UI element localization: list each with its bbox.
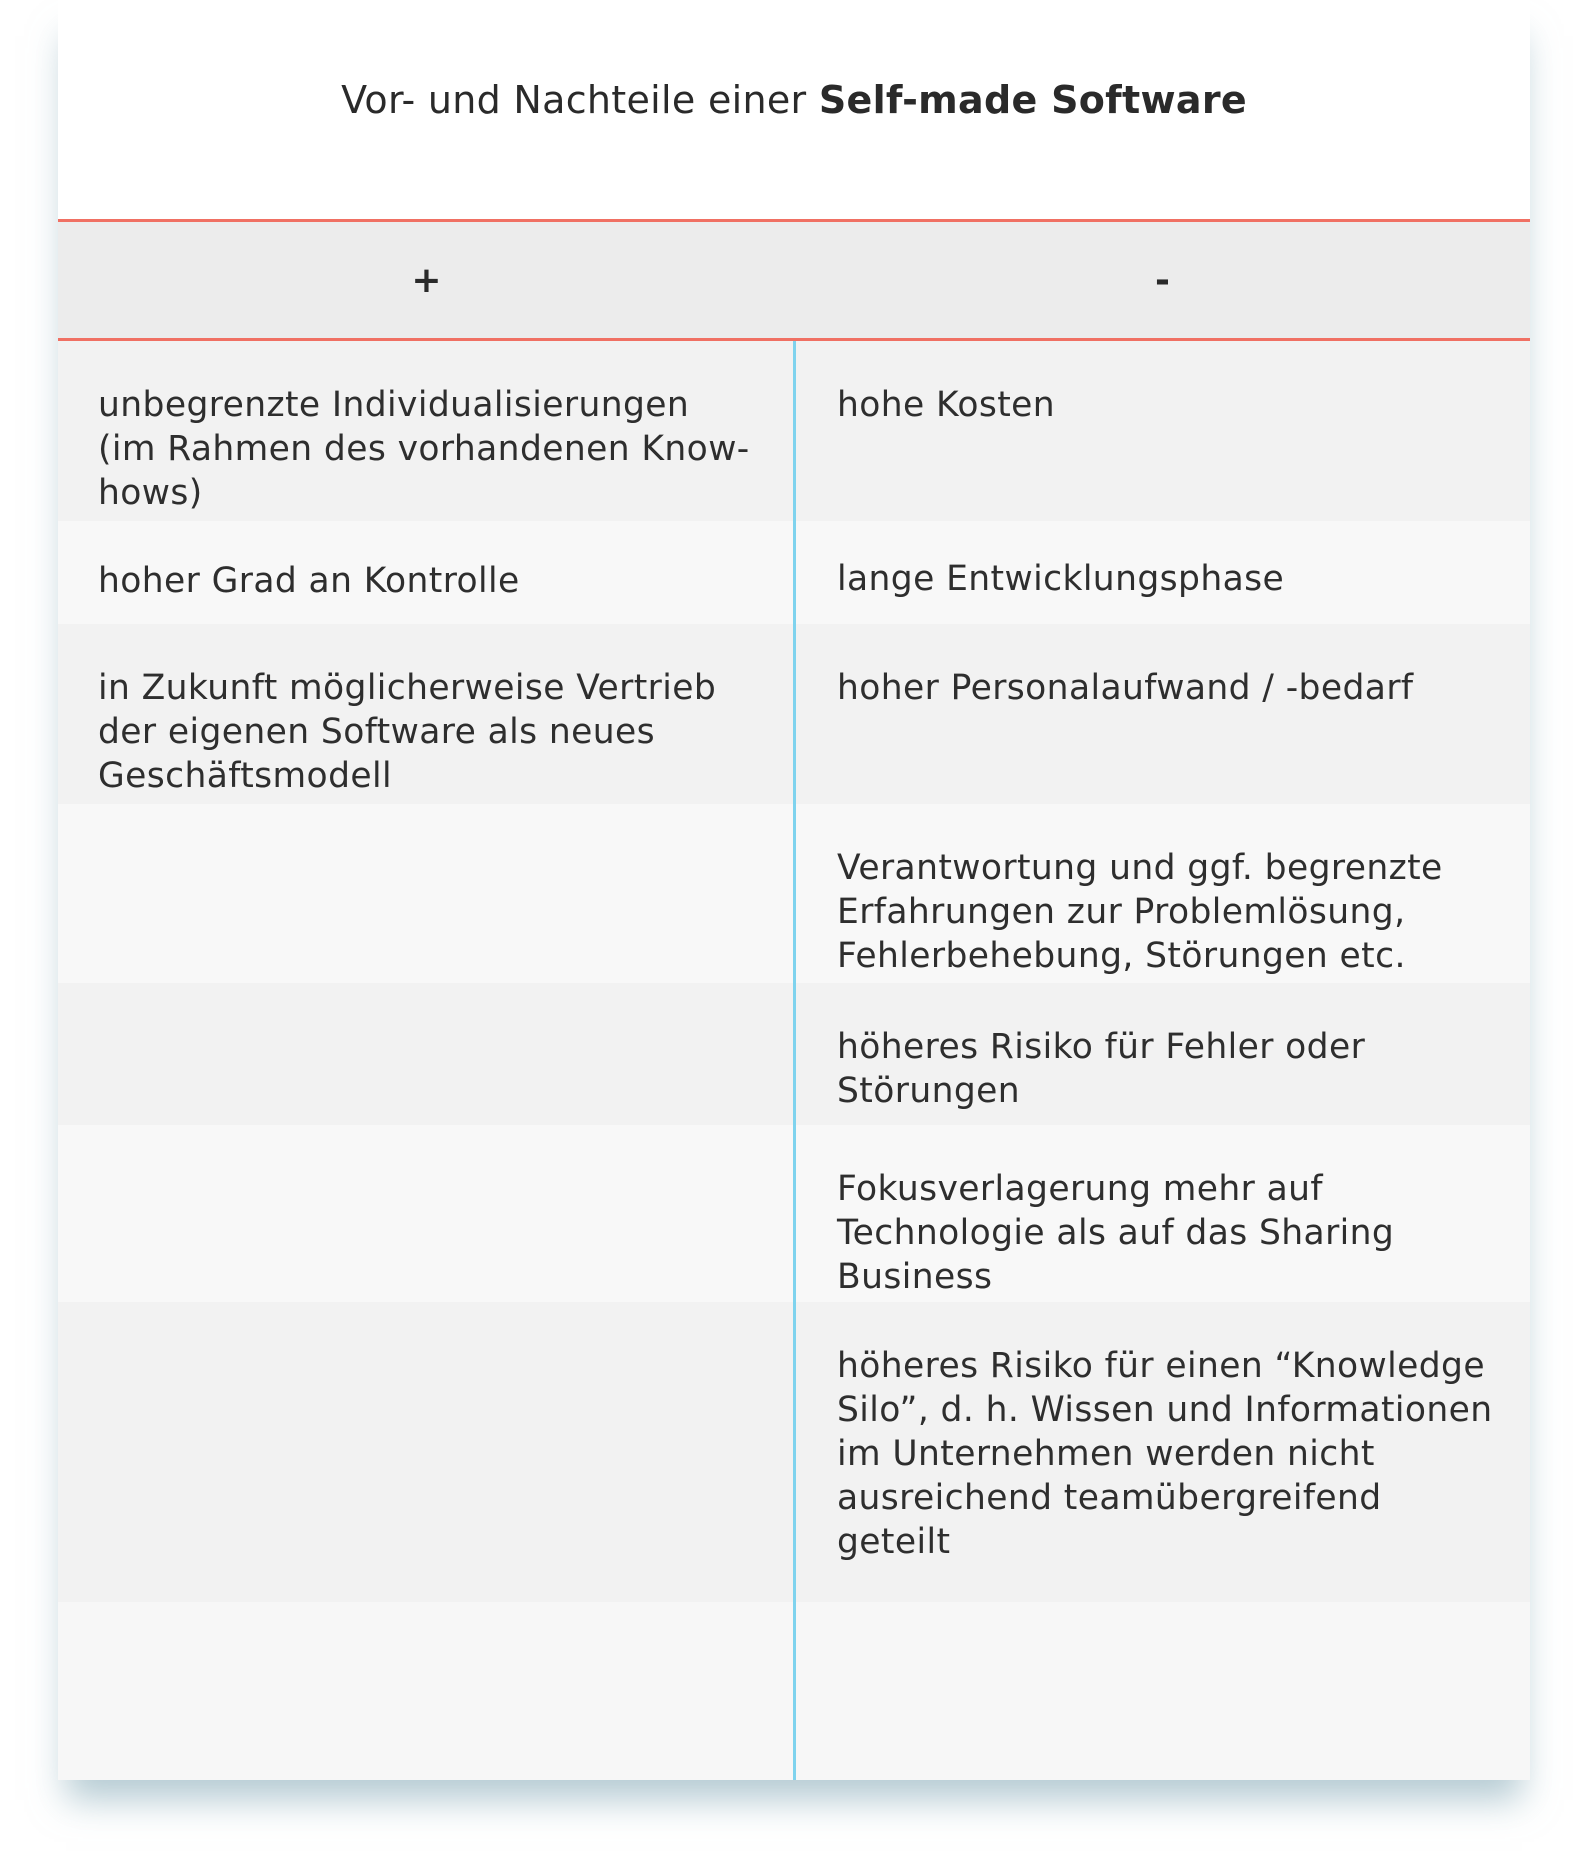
con-cell: höheres Risiko für Fehler oder Störungen (837, 1027, 1366, 1111)
pro-cell (58, 1302, 795, 1602)
con-cell: Fokusverlagerung mehr auf Technologie als auf das Sharing Business (837, 1169, 1395, 1297)
header-row (58, 219, 1530, 341)
comparison-table (58, 0, 1530, 1780)
pro-cell (58, 804, 795, 983)
cons-header: - (1155, 259, 1170, 301)
pro-cell (58, 1125, 795, 1302)
pros-header: + (411, 259, 442, 301)
pro-cell: unbegrenzte Individualisierungen (im Rahmen des vorhandenen Know-hows) (98, 385, 750, 513)
pro-cell: in Zukunft möglicherweise Vertrieb der eigenen Software als neues Geschäftsmodell (98, 668, 717, 796)
con-cell: lange Entwicklungsphase (837, 559, 1285, 599)
pro-cell: hoher Grad an Kontrolle (98, 561, 520, 601)
table-title-bar (58, 0, 1530, 219)
column-divider (793, 341, 796, 1780)
con-cell: hoher Personalaufwand / -bedarf (837, 668, 1414, 708)
pro-cell (58, 983, 795, 1125)
con-cell: höheres Risiko für einen “Knowledge Silo”, d. h. Wissen und Informationen im Unternehmen werden nicht ausreichend teamübergreifend geteilt (837, 1346, 1493, 1562)
con-cell: Verantwortung und ggf. begrenzte Erfahrungen zur Problemlösung, Fehlerbehebung, Störungen etc. (837, 848, 1443, 976)
table-title (341, 78, 1247, 122)
title-bold: Self-made Software (818, 77, 1247, 122)
title-prefix: Vor- und Nachteile einer (341, 77, 819, 122)
con-cell: hohe Kosten (837, 385, 1056, 425)
